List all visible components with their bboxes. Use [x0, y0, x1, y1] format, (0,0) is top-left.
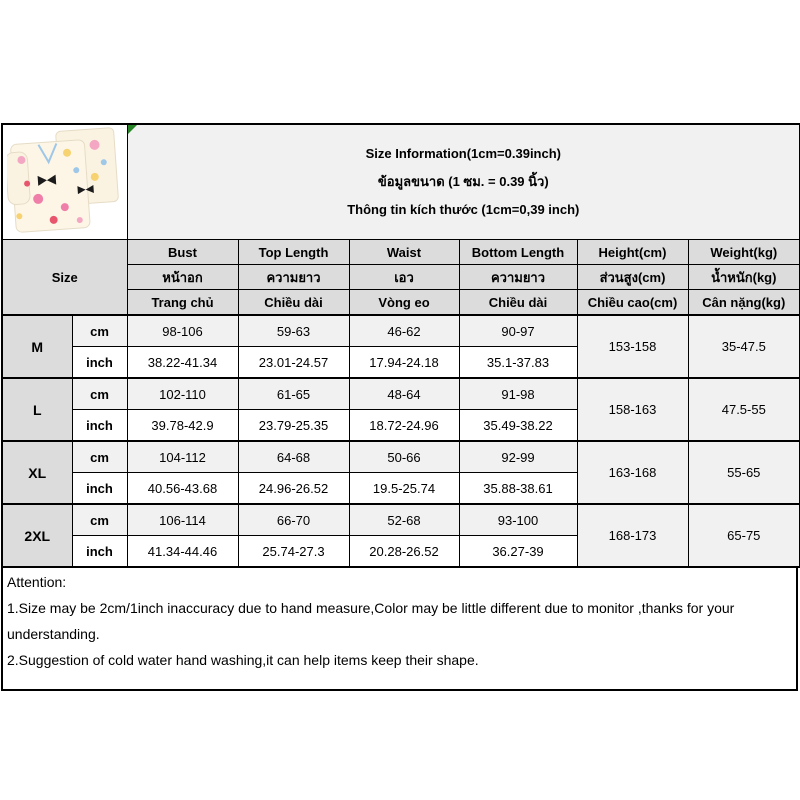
cell-2xl-bottomlength-cm: 93-100	[459, 504, 577, 536]
col-header-height-th: ส่วนสูง(cm)	[577, 265, 688, 290]
cell-m-waist-cm: 46-62	[349, 315, 459, 347]
col-header-waist-en: Waist	[349, 240, 459, 265]
cell-xl-waist-inch: 19.5-25.74	[349, 473, 459, 505]
cell-m-bust-cm: 98-106	[127, 315, 238, 347]
cell-m-bust-inch: 38.22-41.34	[127, 347, 238, 379]
cell-xl-toplength-cm: 64-68	[238, 441, 349, 473]
cell-xl-waist-cm: 50-66	[349, 441, 459, 473]
cell-l-waist-cm: 48-64	[349, 378, 459, 410]
attention-box	[1, 568, 798, 691]
col-header-toplength-th: ความยาว	[238, 265, 349, 290]
cell-2xl-waist-cm: 52-68	[349, 504, 459, 536]
col-header-bust-vi: Trang chủ	[127, 290, 238, 316]
cell-m-waist-inch: 17.94-24.18	[349, 347, 459, 379]
size-column-header: Size	[2, 240, 127, 316]
title-line-thai: ข้อมูลขนาด (1 ซม. = 0.39 นิ้ว)	[377, 174, 549, 189]
product-photo-cell	[2, 124, 127, 240]
size-label-xl: XL	[2, 441, 72, 504]
cell-2xl-bust-cm: 106-114	[127, 504, 238, 536]
col-header-bottomlength-vi: Chiều dài	[459, 290, 577, 316]
col-header-bust-en: Bust	[127, 240, 238, 265]
attention-note-1: 1.Size may be 2cm/1inch inaccuracy due to hand measure,Color may be little different due to monitor ,thanks for your understanding.	[7, 600, 735, 642]
cell-xl-bust-inch: 40.56-43.68	[127, 473, 238, 505]
size-info-title-cell	[127, 124, 800, 240]
cell-2xl-weight: 65-75	[688, 504, 800, 567]
cell-m-toplength-inch: 23.01-24.57	[238, 347, 349, 379]
cell-l-bottomlength-inch: 35.49-38.22	[459, 410, 577, 442]
pajama-product-photo	[7, 127, 123, 235]
cell-m-height: 153-158	[577, 315, 688, 378]
unit-label-cm-l: cm	[72, 378, 127, 410]
cell-xl-bottomlength-cm: 92-99	[459, 441, 577, 473]
cell-l-toplength-inch: 23.79-25.35	[238, 410, 349, 442]
cell-2xl-bust-inch: 41.34-44.46	[127, 536, 238, 568]
size-chart-sheet	[1, 123, 798, 691]
attention-note-2: 2.Suggestion of cold water hand washing,it can help items keep their shape.	[7, 652, 479, 668]
unit-label-cm-m: cm	[72, 315, 127, 347]
col-header-toplength-vi: Chiều dài	[238, 290, 349, 316]
cell-xl-bust-cm: 104-112	[127, 441, 238, 473]
cell-m-bottomlength-inch: 35.1-37.83	[459, 347, 577, 379]
cell-m-toplength-cm: 59-63	[238, 315, 349, 347]
size-label-l: L	[2, 378, 72, 441]
cell-l-bottomlength-cm: 91-98	[459, 378, 577, 410]
cell-m-weight: 35-47.5	[688, 315, 800, 378]
unit-label-cm-2xl: cm	[72, 504, 127, 536]
cell-xl-toplength-inch: 24.96-26.52	[238, 473, 349, 505]
unit-label-inch-xl: inch	[72, 473, 127, 505]
col-header-waist-vi: Vòng eo	[349, 290, 459, 316]
cell-l-weight: 47.5-55	[688, 378, 800, 441]
col-header-height-en: Height(cm)	[577, 240, 688, 265]
cell-m-bottomlength-cm: 90-97	[459, 315, 577, 347]
unit-label-inch-m: inch	[72, 347, 127, 379]
col-header-height-vi: Chiều cao(cm)	[577, 290, 688, 316]
size-chart-table	[1, 123, 800, 568]
col-header-weight-en: Weight(kg)	[688, 240, 800, 265]
cell-xl-bottomlength-inch: 35.88-38.61	[459, 473, 577, 505]
cell-l-waist-inch: 18.72-24.96	[349, 410, 459, 442]
green-corner-marker-icon	[128, 125, 137, 134]
col-header-toplength-en: Top Length	[238, 240, 349, 265]
attention-heading: Attention:	[7, 574, 67, 590]
unit-label-inch-2xl: inch	[72, 536, 127, 568]
col-header-weight-vi: Cân nặng(kg)	[688, 290, 800, 316]
cell-xl-height: 163-168	[577, 441, 688, 504]
cell-2xl-height: 168-173	[577, 504, 688, 567]
col-header-bottomlength-th: ความยาว	[459, 265, 577, 290]
col-header-bottomlength-en: Bottom Length	[459, 240, 577, 265]
cell-2xl-toplength-inch: 25.74-27.3	[238, 536, 349, 568]
cell-xl-weight: 55-65	[688, 441, 800, 504]
cell-2xl-bottomlength-inch: 36.27-39	[459, 536, 577, 568]
col-header-bust-th: หน้าอก	[127, 265, 238, 290]
size-label-m: M	[2, 315, 72, 378]
cell-l-height: 158-163	[577, 378, 688, 441]
cell-l-toplength-cm: 61-65	[238, 378, 349, 410]
cell-l-bust-cm: 102-110	[127, 378, 238, 410]
title-line-english: Size Information(1cm=0.39inch)	[365, 146, 561, 161]
unit-label-inch-l: inch	[72, 410, 127, 442]
title-line-vietnamese: Thông tin kích thước (1cm=0,39 inch)	[347, 202, 580, 217]
cell-2xl-toplength-cm: 66-70	[238, 504, 349, 536]
col-header-waist-th: เอว	[349, 265, 459, 290]
cell-2xl-waist-inch: 20.28-26.52	[349, 536, 459, 568]
cell-l-bust-inch: 39.78-42.9	[127, 410, 238, 442]
unit-label-cm-xl: cm	[72, 441, 127, 473]
col-header-weight-th: น้ำหนัก(kg)	[688, 265, 800, 290]
size-label-2xl: 2XL	[2, 504, 72, 567]
